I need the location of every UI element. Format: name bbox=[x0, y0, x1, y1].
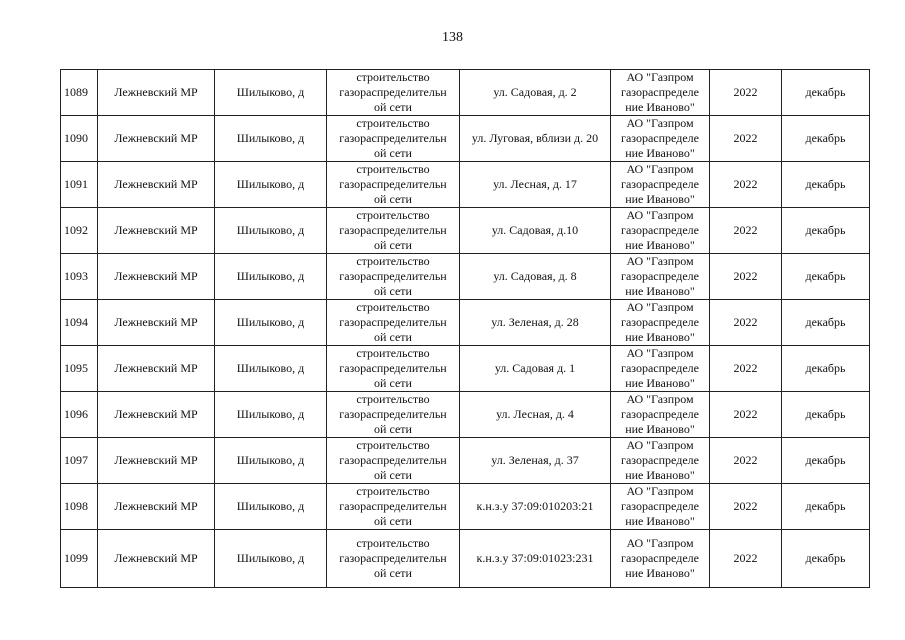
work-type-line: ой сети bbox=[374, 100, 412, 114]
row-number-cell: 1093 bbox=[61, 254, 98, 300]
organization-line: газораспределе bbox=[621, 269, 699, 283]
organization-line: АО "Газпром bbox=[626, 346, 694, 360]
organization-line: АО "Газпром bbox=[626, 484, 694, 498]
organization-line: ние Иваново" bbox=[625, 422, 695, 436]
work-type-line: газораспределительн bbox=[339, 551, 447, 565]
address-cell: ул. Лесная, д. 17 bbox=[460, 162, 611, 208]
organization-line: ние Иваново" bbox=[625, 192, 695, 206]
work-type-line: газораспределительн bbox=[339, 269, 447, 283]
district-cell: Лежневский МР bbox=[98, 438, 215, 484]
organization-cell bbox=[611, 70, 710, 116]
address-cell: ул. Садовая, д.10 bbox=[460, 208, 611, 254]
work-type-line: газораспределительн bbox=[339, 453, 447, 467]
organization-cell bbox=[611, 438, 710, 484]
work-type-line: газораспределительн bbox=[339, 499, 447, 513]
month-cell: декабрь bbox=[782, 438, 870, 484]
table-row bbox=[61, 530, 870, 588]
organization-line: АО "Газпром bbox=[626, 116, 694, 130]
work-type-line: ой сети bbox=[374, 468, 412, 482]
work-type-line: строительство bbox=[356, 162, 430, 176]
settlement-cell: Шилыково, д bbox=[215, 530, 327, 588]
organization-cell bbox=[611, 392, 710, 438]
row-number-cell: 1099 bbox=[61, 530, 98, 588]
organization-cell bbox=[611, 346, 710, 392]
organization-line: ние Иваново" bbox=[625, 514, 695, 528]
month-cell: декабрь bbox=[782, 392, 870, 438]
work-type-line: строительство bbox=[356, 392, 430, 406]
organization-cell bbox=[611, 484, 710, 530]
work-type-line: строительство bbox=[356, 536, 430, 550]
work-type-cell bbox=[327, 392, 460, 438]
address-cell: ул. Луговая, вблизи д. 20 bbox=[460, 116, 611, 162]
month-cell: декабрь bbox=[782, 254, 870, 300]
work-type-cell bbox=[327, 162, 460, 208]
work-type-cell bbox=[327, 484, 460, 530]
address-cell: к.н.з.у 37:09:010203:21 bbox=[460, 484, 611, 530]
settlement-cell: Шилыково, д bbox=[215, 392, 327, 438]
organization-line: АО "Газпром bbox=[626, 254, 694, 268]
row-number-cell: 1090 bbox=[61, 116, 98, 162]
year-cell: 2022 bbox=[710, 300, 782, 346]
district-cell: Лежневский МР bbox=[98, 484, 215, 530]
work-type-line: ой сети bbox=[374, 146, 412, 160]
district-cell: Лежневский МР bbox=[98, 162, 215, 208]
district-cell: Лежневский МР bbox=[98, 70, 215, 116]
year-cell: 2022 bbox=[710, 346, 782, 392]
year-cell: 2022 bbox=[710, 530, 782, 588]
table-row bbox=[61, 208, 870, 254]
address-cell: ул. Садовая, д. 8 bbox=[460, 254, 611, 300]
work-type-line: газораспределительн bbox=[339, 315, 447, 329]
address-cell: ул. Садовая д. 1 bbox=[460, 346, 611, 392]
work-type-line: строительство bbox=[356, 346, 430, 360]
row-number-cell: 1092 bbox=[61, 208, 98, 254]
organization-line: АО "Газпром bbox=[626, 536, 694, 550]
organization-line: газораспределе bbox=[621, 315, 699, 329]
organization-line: ние Иваново" bbox=[625, 376, 695, 390]
district-cell: Лежневский МР bbox=[98, 208, 215, 254]
page-number: 138 bbox=[442, 30, 463, 45]
organization-line: АО "Газпром bbox=[626, 70, 694, 84]
month-cell: декабрь bbox=[782, 116, 870, 162]
organization-cell bbox=[611, 208, 710, 254]
organization-line: газораспределе bbox=[621, 453, 699, 467]
address-cell: ул. Лесная, д. 4 bbox=[460, 392, 611, 438]
organization-line: газораспределе bbox=[621, 177, 699, 191]
table-row bbox=[61, 300, 870, 346]
work-type-cell bbox=[327, 300, 460, 346]
work-type-cell bbox=[327, 530, 460, 588]
organization-line: АО "Газпром bbox=[626, 208, 694, 222]
row-number-cell: 1096 bbox=[61, 392, 98, 438]
district-cell: Лежневский МР bbox=[98, 300, 215, 346]
work-type-cell bbox=[327, 346, 460, 392]
year-cell: 2022 bbox=[710, 438, 782, 484]
work-type-line: газораспределительн bbox=[339, 131, 447, 145]
organization-cell bbox=[611, 530, 710, 588]
settlement-cell: Шилыково, д bbox=[215, 254, 327, 300]
month-cell: декабрь bbox=[782, 162, 870, 208]
district-cell: Лежневский МР bbox=[98, 254, 215, 300]
year-cell: 2022 bbox=[710, 254, 782, 300]
work-type-line: ой сети bbox=[374, 422, 412, 436]
organization-line: газораспределе bbox=[621, 85, 699, 99]
work-type-line: газораспределительн bbox=[339, 361, 447, 375]
organization-line: ние Иваново" bbox=[625, 330, 695, 344]
work-type-line: ой сети bbox=[374, 330, 412, 344]
settlement-cell: Шилыково, д bbox=[215, 70, 327, 116]
district-cell: Лежневский МР bbox=[98, 116, 215, 162]
organization-line: АО "Газпром bbox=[626, 162, 694, 176]
year-cell: 2022 bbox=[710, 162, 782, 208]
table-row bbox=[61, 438, 870, 484]
organization-line: ние Иваново" bbox=[625, 238, 695, 252]
table-row bbox=[61, 392, 870, 438]
organization-line: газораспределе bbox=[621, 407, 699, 421]
work-type-line: строительство bbox=[356, 70, 430, 84]
work-type-line: строительство bbox=[356, 438, 430, 452]
address-cell: ул. Зеленая, д. 37 bbox=[460, 438, 611, 484]
settlement-cell: Шилыково, д bbox=[215, 208, 327, 254]
table-row bbox=[61, 70, 870, 116]
organization-line: ние Иваново" bbox=[625, 468, 695, 482]
table-row bbox=[61, 116, 870, 162]
month-cell: декабрь bbox=[782, 70, 870, 116]
organization-line: ние Иваново" bbox=[625, 146, 695, 160]
work-type-line: ой сети bbox=[374, 514, 412, 528]
settlement-cell: Шилыково, д bbox=[215, 300, 327, 346]
row-number-cell: 1091 bbox=[61, 162, 98, 208]
work-type-line: строительство bbox=[356, 208, 430, 222]
organization-line: ние Иваново" bbox=[625, 284, 695, 298]
work-type-line: строительство bbox=[356, 300, 430, 314]
settlement-cell: Шилыково, д bbox=[215, 438, 327, 484]
district-cell: Лежневский МР bbox=[98, 392, 215, 438]
work-type-cell bbox=[327, 116, 460, 162]
year-cell: 2022 bbox=[710, 208, 782, 254]
gas-network-table bbox=[60, 69, 870, 588]
organization-line: газораспределе bbox=[621, 131, 699, 145]
year-cell: 2022 bbox=[710, 392, 782, 438]
organization-line: газораспределе bbox=[621, 361, 699, 375]
organization-cell bbox=[611, 254, 710, 300]
work-type-cell bbox=[327, 70, 460, 116]
settlement-cell: Шилыково, д bbox=[215, 346, 327, 392]
organization-line: АО "Газпром bbox=[626, 392, 694, 406]
month-cell: декабрь bbox=[782, 300, 870, 346]
year-cell: 2022 bbox=[710, 116, 782, 162]
row-number-cell: 1097 bbox=[61, 438, 98, 484]
organization-cell bbox=[611, 162, 710, 208]
table-row bbox=[61, 162, 870, 208]
district-cell: Лежневский МР bbox=[98, 346, 215, 392]
work-type-line: ой сети bbox=[374, 238, 412, 252]
row-number-cell: 1098 bbox=[61, 484, 98, 530]
year-cell: 2022 bbox=[710, 70, 782, 116]
row-number-cell: 1094 bbox=[61, 300, 98, 346]
work-type-line: ой сети bbox=[374, 284, 412, 298]
organization-cell bbox=[611, 116, 710, 162]
work-type-line: газораспределительн bbox=[339, 223, 447, 237]
work-type-line: ой сети bbox=[374, 566, 412, 580]
organization-line: ние Иваново" bbox=[625, 100, 695, 114]
table-row bbox=[61, 254, 870, 300]
table-row bbox=[61, 484, 870, 530]
work-type-line: газораспределительн bbox=[339, 407, 447, 421]
work-type-cell bbox=[327, 254, 460, 300]
work-type-cell bbox=[327, 438, 460, 484]
work-type-line: газораспределительн bbox=[339, 85, 447, 99]
address-cell: ул. Зеленая, д. 28 bbox=[460, 300, 611, 346]
month-cell: декабрь bbox=[782, 346, 870, 392]
table-body bbox=[61, 70, 870, 588]
address-cell: к.н.з.у 37:09:01023:231 bbox=[460, 530, 611, 588]
work-type-line: ой сети bbox=[374, 192, 412, 206]
month-cell: декабрь bbox=[782, 208, 870, 254]
year-cell: 2022 bbox=[710, 484, 782, 530]
organization-cell bbox=[611, 300, 710, 346]
work-type-line: строительство bbox=[356, 116, 430, 130]
organization-line: АО "Газпром bbox=[626, 438, 694, 452]
work-type-line: строительство bbox=[356, 254, 430, 268]
work-type-line: строительство bbox=[356, 484, 430, 498]
organization-line: АО "Газпром bbox=[626, 300, 694, 314]
work-type-line: ой сети bbox=[374, 376, 412, 390]
month-cell: декабрь bbox=[782, 530, 870, 588]
settlement-cell: Шилыково, д bbox=[215, 116, 327, 162]
settlement-cell: Шилыково, д bbox=[215, 484, 327, 530]
organization-line: газораспределе bbox=[621, 223, 699, 237]
work-type-line: газораспределительн bbox=[339, 177, 447, 191]
organization-line: газораспределе bbox=[621, 499, 699, 513]
row-number-cell: 1089 bbox=[61, 70, 98, 116]
row-number-cell: 1095 bbox=[61, 346, 98, 392]
address-cell: ул. Садовая, д. 2 bbox=[460, 70, 611, 116]
organization-line: ние Иваново" bbox=[625, 566, 695, 580]
district-cell: Лежневский МР bbox=[98, 530, 215, 588]
work-type-cell bbox=[327, 208, 460, 254]
organization-line: газораспределе bbox=[621, 551, 699, 565]
table-row bbox=[61, 346, 870, 392]
month-cell: декабрь bbox=[782, 484, 870, 530]
settlement-cell: Шилыково, д bbox=[215, 162, 327, 208]
